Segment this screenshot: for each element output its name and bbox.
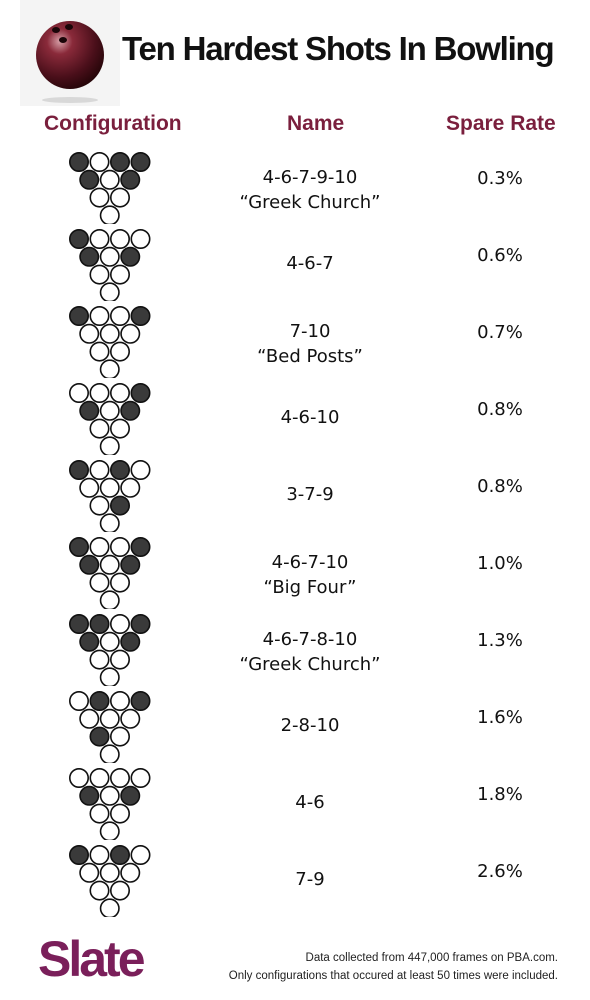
spare-rate-label: 0.7%: [477, 322, 523, 343]
column-header-configuration: Configuration: [44, 112, 182, 135]
shot-name: 4-6-7-9-10: [262, 167, 358, 188]
pin-4-standing: [80, 633, 98, 651]
pin-10-standing: [131, 307, 149, 325]
chart-title: Ten Hardest Shots In Bowling: [122, 30, 554, 67]
pin-10-standing: [131, 384, 149, 402]
pin-8-down: [90, 846, 108, 864]
pin-3-standing: [111, 496, 129, 514]
shot-name: 4-6: [295, 792, 325, 813]
pin-10-standing: [131, 615, 149, 633]
pin-9-down: [111, 769, 129, 787]
spare-rate-label: 1.0%: [477, 553, 523, 574]
footer-note-line2: Only configurations that occured at least 50 times were included.: [228, 970, 558, 982]
pin-1-down: [101, 745, 119, 763]
pin-2-down: [90, 650, 108, 668]
pin-10-standing: [131, 153, 149, 171]
pin-6-standing: [121, 556, 139, 574]
pin-2-down: [90, 188, 108, 206]
pin-3-down: [111, 188, 129, 206]
pin-2-down: [90, 573, 108, 591]
shot-name: 3-7-9: [286, 484, 334, 505]
pin-3-down: [111, 727, 129, 745]
pin-8-down: [90, 153, 108, 171]
pin-5-down: [101, 171, 119, 189]
shot-name-cell: [210, 251, 410, 276]
pin-6-down: [121, 479, 139, 497]
pin-3-down: [111, 265, 129, 283]
pin-10-down: [131, 461, 149, 479]
pin-5-down: [101, 633, 119, 651]
shot-name-cell: [210, 713, 410, 738]
pin-9-standing: [111, 461, 129, 479]
pin-9-down: [111, 615, 129, 633]
shot-name: 7-9: [295, 869, 325, 890]
shot-nickname: “Big Four”: [263, 577, 357, 598]
pin-7-standing: [70, 538, 88, 556]
pin-3-down: [111, 650, 129, 668]
pin-1-down: [101, 206, 119, 224]
pin-4-down: [80, 864, 98, 882]
pin-2-down: [90, 419, 108, 437]
pin-10-standing: [131, 692, 149, 710]
shot-nickname: “Greek Church”: [239, 654, 381, 675]
pin-1-down: [101, 668, 119, 686]
pin-8-standing: [90, 615, 108, 633]
pin-1-down: [101, 514, 119, 532]
spare-rate-label: 2.6%: [477, 861, 523, 882]
pin-6-standing: [121, 402, 139, 420]
pin-1-down: [101, 822, 119, 840]
pin-7-standing: [70, 461, 88, 479]
pin-diagram: [69, 845, 155, 917]
pin-7-standing: [70, 153, 88, 171]
pin-6-standing: [121, 171, 139, 189]
pin-9-down: [111, 692, 129, 710]
pin-4-standing: [80, 787, 98, 805]
pin-5-down: [101, 556, 119, 574]
pin-4-down: [80, 325, 98, 343]
pin-4-down: [80, 479, 98, 497]
pin-8-standing: [90, 692, 108, 710]
pin-3-down: [111, 573, 129, 591]
pin-9-down: [111, 538, 129, 556]
pin-9-standing: [111, 846, 129, 864]
pin-3-down: [111, 804, 129, 822]
pin-10-down: [131, 846, 149, 864]
pin-7-down: [70, 692, 88, 710]
spare-rate-label: 0.8%: [477, 476, 523, 497]
shot-name: 4-6-7-8-10: [262, 629, 358, 650]
pin-9-down: [111, 384, 129, 402]
shot-name-cell: [210, 867, 410, 892]
pin-5-down: [101, 864, 119, 882]
pin-4-standing: [80, 402, 98, 420]
pin-5-down: [101, 479, 119, 497]
pin-8-down: [90, 769, 108, 787]
pin-2-standing: [90, 727, 108, 745]
shot-name: 4-6-7: [286, 253, 334, 274]
pin-2-down: [90, 342, 108, 360]
pin-1-down: [101, 899, 119, 917]
pin-6-standing: [121, 633, 139, 651]
pin-1-down: [101, 360, 119, 378]
pin-1-down: [101, 591, 119, 609]
pin-8-down: [90, 230, 108, 248]
shot-name: 7-10: [289, 321, 331, 342]
pin-7-standing: [70, 307, 88, 325]
pin-9-down: [111, 230, 129, 248]
pin-1-down: [101, 437, 119, 455]
shot-name: 2-8-10: [280, 715, 340, 736]
pin-diagram: [69, 306, 155, 378]
pin-8-down: [90, 384, 108, 402]
pin-5-down: [101, 710, 119, 728]
pin-10-down: [131, 230, 149, 248]
pin-5-down: [101, 402, 119, 420]
pin-diagram: [69, 152, 155, 224]
pin-10-standing: [131, 538, 149, 556]
shot-name-cell: [210, 627, 410, 677]
pin-3-down: [111, 342, 129, 360]
pin-7-down: [70, 384, 88, 402]
pin-4-standing: [80, 556, 98, 574]
spare-rate-label: 1.3%: [477, 630, 523, 651]
pin-7-standing: [70, 230, 88, 248]
column-header-spare-rate: Spare Rate: [446, 112, 556, 135]
footer-note-line1: Data collected from 447,000 frames on PBA.com.: [305, 952, 558, 964]
pin-diagram: [69, 383, 155, 455]
pin-1-down: [101, 283, 119, 301]
pin-diagram: [69, 768, 155, 840]
pin-8-down: [90, 307, 108, 325]
shot-name: 4-6-10: [280, 407, 340, 428]
spare-rate-label: 0.6%: [477, 245, 523, 266]
pin-2-down: [90, 496, 108, 514]
pin-6-standing: [121, 248, 139, 266]
spare-rate-label: 0.3%: [477, 168, 523, 189]
pin-9-down: [111, 307, 129, 325]
slate-logo: Slate: [38, 931, 143, 987]
shot-name-cell: [210, 405, 410, 430]
pin-2-down: [90, 881, 108, 899]
shot-name-cell: [210, 550, 410, 600]
spare-rate-label: 0.8%: [477, 399, 523, 420]
shot-name-cell: [210, 319, 410, 369]
shot-name: 4-6-7-10: [271, 552, 349, 573]
pin-5-down: [101, 787, 119, 805]
shot-nickname: “Bed Posts”: [257, 346, 363, 367]
pin-4-standing: [80, 171, 98, 189]
pin-7-down: [70, 769, 88, 787]
pin-10-down: [131, 769, 149, 787]
pin-6-down: [121, 864, 139, 882]
shot-name-cell: [210, 790, 410, 815]
pin-7-standing: [70, 615, 88, 633]
spare-rate-label: 1.8%: [477, 784, 523, 805]
column-header-name: Name: [287, 112, 345, 135]
pin-3-down: [111, 881, 129, 899]
pin-2-down: [90, 804, 108, 822]
pin-2-down: [90, 265, 108, 283]
pin-8-down: [90, 461, 108, 479]
pin-diagram: [69, 614, 155, 686]
shot-name-cell: [210, 165, 410, 215]
shot-nickname: “Greek Church”: [239, 192, 381, 213]
pin-7-standing: [70, 846, 88, 864]
pin-6-down: [121, 710, 139, 728]
pin-3-down: [111, 419, 129, 437]
pin-6-standing: [121, 787, 139, 805]
spare-rate-label: 1.6%: [477, 707, 523, 728]
pin-diagram: [69, 691, 155, 763]
pin-diagram: [69, 460, 155, 532]
pin-diagram: [69, 229, 155, 301]
pin-6-down: [121, 325, 139, 343]
pin-5-down: [101, 248, 119, 266]
pin-4-down: [80, 710, 98, 728]
pin-4-standing: [80, 248, 98, 266]
pin-5-down: [101, 325, 119, 343]
pin-8-down: [90, 538, 108, 556]
pin-diagram: [69, 537, 155, 609]
pin-9-standing: [111, 153, 129, 171]
shot-name-cell: [210, 482, 410, 507]
